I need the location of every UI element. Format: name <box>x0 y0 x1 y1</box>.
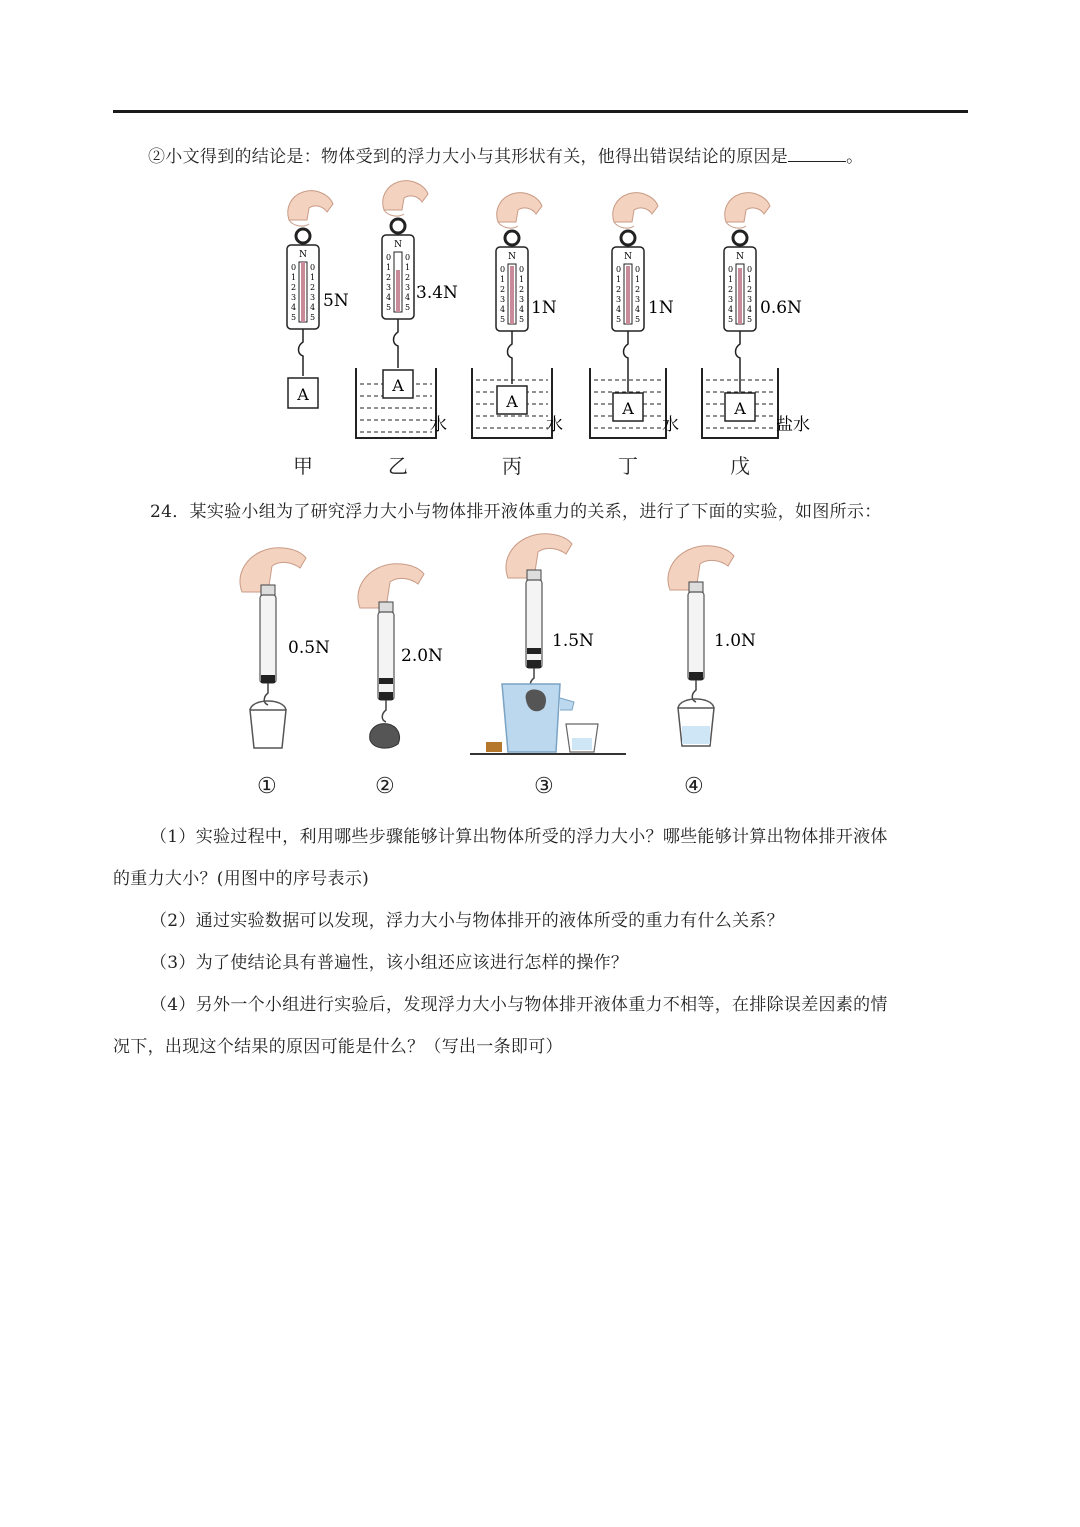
svg-text:0: 0 <box>310 263 316 272</box>
svg-text:4: 4 <box>616 305 622 314</box>
svg-text:3: 3 <box>519 295 525 304</box>
caption-step-3: ③ <box>534 774 554 799</box>
reading-label: 2.0N <box>401 646 443 666</box>
q24-part1-line2: 的重力大小？(用图中的序号表示) <box>113 869 370 889</box>
svg-text:5: 5 <box>635 315 641 324</box>
svg-text:0: 0 <box>386 253 392 262</box>
svg-text:5: 5 <box>500 315 506 324</box>
caption-step-4: ④ <box>684 774 704 799</box>
svg-text:0: 0 <box>405 253 411 262</box>
stone <box>370 724 400 748</box>
svg-text:1: 1 <box>310 273 316 282</box>
caption-jia: 甲 <box>293 454 313 478</box>
svg-text:1N: 1N <box>531 298 557 318</box>
svg-text:N: N <box>624 252 632 262</box>
svg-text:2: 2 <box>728 285 734 294</box>
svg-text:2: 2 <box>747 285 753 294</box>
svg-text:2: 2 <box>386 273 392 282</box>
caption-ding: 丁 <box>618 454 638 478</box>
svg-text:N: N <box>508 252 516 262</box>
liquid-label: 水 <box>546 415 563 435</box>
svg-text:A: A <box>622 399 634 418</box>
svg-text:4: 4 <box>728 305 734 314</box>
svg-text:3: 3 <box>386 283 392 292</box>
svg-text:5: 5 <box>728 315 734 324</box>
balance-wu <box>702 193 810 438</box>
svg-text:1: 1 <box>519 275 525 284</box>
step-2 <box>358 564 443 748</box>
q24-part2: （2）通过实验数据可以发现，浮力大小与物体排开的液体所受的重力有什么关系？ <box>150 911 784 931</box>
svg-text:1: 1 <box>728 275 734 284</box>
caption-step-1: ① <box>257 774 277 799</box>
svg-text:0.6N: 0.6N <box>760 298 802 318</box>
caption-wu: 戊 <box>730 454 750 478</box>
svg-text:0: 0 <box>291 263 297 272</box>
svg-text:0: 0 <box>728 265 734 274</box>
bucket <box>250 710 286 748</box>
svg-text:4: 4 <box>747 305 753 314</box>
svg-text:N: N <box>394 240 402 250</box>
q23-figure <box>0 0 1080 500</box>
svg-text:3: 3 <box>500 295 506 304</box>
svg-text:0: 0 <box>635 265 641 274</box>
svg-text:A: A <box>506 392 518 411</box>
svg-text:3.4N: 3.4N <box>416 283 458 303</box>
q24-part4-line1: （4）另外一个小组进行实验后，发现浮力大小与物体排开液体重力不相等，在排除误差因素的情 <box>150 995 888 1015</box>
svg-text:0: 0 <box>747 265 753 274</box>
svg-text:3: 3 <box>310 293 316 302</box>
svg-text:1: 1 <box>386 263 392 272</box>
svg-text:1: 1 <box>291 273 297 282</box>
svg-text:3: 3 <box>747 295 753 304</box>
q24-stem: 24．某实验小组为了研究浮力大小与物体排开液体重力的关系，进行了下面的实验，如图所示： <box>150 502 882 522</box>
caption-step-2: ② <box>375 774 395 799</box>
svg-text:2: 2 <box>519 285 525 294</box>
caption-bing: 丙 <box>502 454 522 478</box>
caption-yi: 乙 <box>388 454 408 478</box>
q24-part1-line1: （1）实验过程中，利用哪些步骤能够计算出物体所受的浮力大小？哪些能够计算出物体排开液体 <box>150 827 888 847</box>
svg-text:3: 3 <box>635 295 641 304</box>
svg-text:0: 0 <box>519 265 525 274</box>
svg-text:3: 3 <box>291 293 297 302</box>
liquid-label: 水 <box>430 415 447 435</box>
reading-label: 5N <box>323 291 349 311</box>
svg-text:5: 5 <box>519 315 525 324</box>
q23-sub2-end: 。 <box>846 147 864 167</box>
svg-text:N: N <box>736 252 744 262</box>
svg-text:3: 3 <box>728 295 734 304</box>
svg-text:1: 1 <box>500 275 506 284</box>
svg-text:0: 0 <box>616 265 622 274</box>
svg-text:5: 5 <box>405 303 411 312</box>
tick-labels-left <box>291 263 296 322</box>
step-1 <box>240 548 330 748</box>
svg-text:4: 4 <box>635 305 641 314</box>
svg-text:2: 2 <box>635 285 641 294</box>
svg-text:4: 4 <box>310 303 316 312</box>
svg-text:4: 4 <box>500 305 506 314</box>
svg-text:3: 3 <box>405 283 411 292</box>
reading-label: 0.5N <box>288 638 330 658</box>
q23-sub2-text: ②小文得到的结论是：物体受到的浮力大小与其形状有关，他得出错误结论的原因是 <box>148 147 789 167</box>
svg-text:4: 4 <box>519 305 525 314</box>
svg-text:4: 4 <box>405 293 411 302</box>
scale-n-label: N <box>299 250 307 260</box>
svg-text:5: 5 <box>386 303 392 312</box>
balance-bing <box>472 193 563 438</box>
svg-text:4: 4 <box>291 303 297 312</box>
svg-text:A: A <box>297 385 309 404</box>
balance-ding <box>590 193 679 438</box>
svg-text:5: 5 <box>747 315 753 324</box>
svg-text:0: 0 <box>500 265 506 274</box>
svg-text:2: 2 <box>500 285 506 294</box>
svg-text:1: 1 <box>747 275 753 284</box>
tick-labels-right <box>310 263 315 322</box>
reading-label: 1.5N <box>552 631 594 651</box>
liquid-label: 水 <box>662 415 679 435</box>
svg-text:5: 5 <box>310 313 316 322</box>
svg-text:1: 1 <box>635 275 641 284</box>
reading-label: 1.0N <box>714 631 756 651</box>
svg-text:3: 3 <box>616 295 622 304</box>
svg-text:1N: 1N <box>648 298 674 318</box>
svg-text:4: 4 <box>386 293 392 302</box>
svg-text:5: 5 <box>616 315 622 324</box>
step-3 <box>470 534 626 754</box>
balance-yi <box>356 181 458 438</box>
svg-text:A: A <box>392 376 404 395</box>
balance-jia <box>287 191 349 408</box>
svg-text:A: A <box>734 399 746 418</box>
q24-part4-line2: 况下，出现这个结果的原因可能是什么？（写出一条即可） <box>113 1037 563 1057</box>
svg-text:2: 2 <box>291 283 297 292</box>
step-4 <box>668 546 756 746</box>
block <box>486 742 502 752</box>
liquid-label: 盐水 <box>776 415 810 435</box>
svg-text:1: 1 <box>405 263 411 272</box>
q24-part3: （3）为了使结论具有普遍性，该小组还应该进行怎样的操作？ <box>150 953 629 973</box>
svg-text:1: 1 <box>616 275 622 284</box>
svg-text:5: 5 <box>291 313 297 322</box>
svg-text:2: 2 <box>616 285 622 294</box>
svg-text:2: 2 <box>405 273 411 282</box>
q24-figure <box>0 530 1080 770</box>
svg-text:2: 2 <box>310 283 316 292</box>
